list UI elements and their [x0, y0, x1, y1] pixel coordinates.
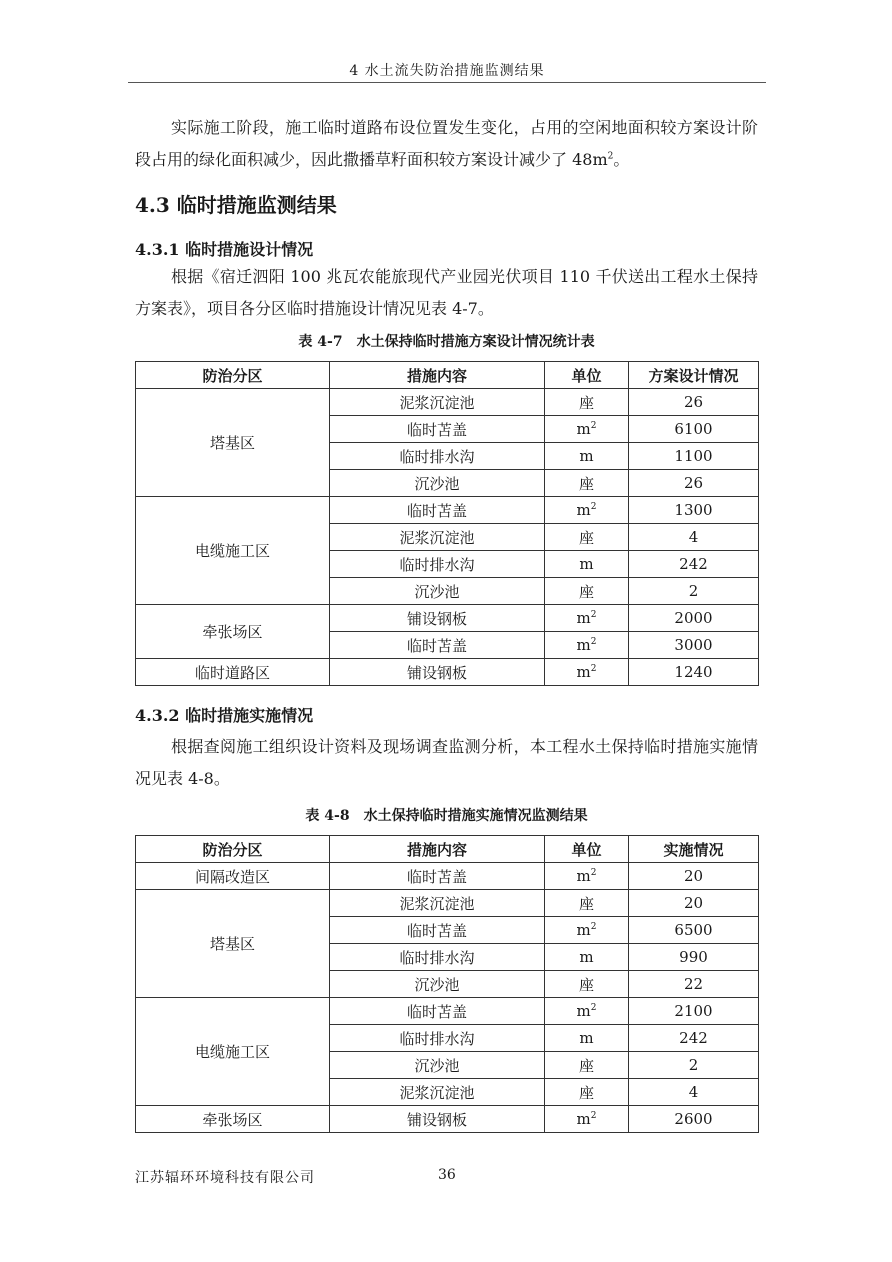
measure-cell: 临时苫盖 [330, 917, 545, 944]
intro-sup: 2 [607, 151, 614, 162]
unit-text: m [576, 420, 591, 438]
value-cell: 20 [629, 863, 759, 890]
zone-cell: 电缆施工区 [136, 998, 330, 1106]
value-cell: 4 [629, 524, 759, 551]
section-4-3-2-paragraph: 根据查阅施工组织设计资料及现场调查监测分析，本工程水土保持临时措施实施情况见表 4-8。 [135, 737, 758, 788]
unit-cell [545, 497, 629, 524]
measure-cell: 铺设钢板 [330, 659, 545, 686]
unit-text: m [576, 501, 591, 519]
value-cell: 1100 [629, 443, 759, 470]
page-header: 4 水土流失防治措施监测结果 [349, 63, 545, 79]
unit-sup: 2 [590, 664, 597, 674]
section-4-3-2-title: 4.3.2 临时措施实施情况 [135, 706, 314, 725]
table-row [136, 497, 759, 524]
value-cell: 1240 [629, 659, 759, 686]
value-cell: 990 [629, 944, 759, 971]
value-cell: 6100 [629, 416, 759, 443]
unit-text: 座 [578, 894, 594, 913]
table-row [136, 389, 759, 416]
header-unit: 单位 [545, 362, 629, 389]
value-cell: 4 [629, 1079, 759, 1106]
section-4-3-title: 4.3 临时措施监测结果 [135, 193, 337, 217]
table-4-8-caption: 表 4-8 水土保持临时措施实施情况监测结果 [305, 808, 588, 824]
table-4-7-body [136, 389, 759, 686]
unit-cell [545, 443, 629, 470]
unit-text: 座 [578, 528, 594, 547]
measure-cell: 铺设钢板 [330, 1106, 545, 1133]
unit-text: 座 [578, 582, 594, 601]
zone-cell: 临时道路区 [136, 659, 330, 686]
unit-text: m [576, 921, 591, 939]
measure-cell: 沉沙池 [330, 1052, 545, 1079]
table-4-7-caption: 表 4-7 水土保持临时措施方案设计情况统计表 [298, 334, 595, 350]
value-cell: 3000 [629, 632, 759, 659]
unit-sup: 2 [590, 637, 597, 647]
footer-company: 江苏辐环环境科技有限公司 [135, 1170, 315, 1186]
zone-cell: 牵张场区 [136, 605, 330, 659]
table-4-8 [135, 835, 759, 1133]
unit-sup: 2 [590, 1111, 597, 1121]
unit-cell [545, 659, 629, 686]
intro-text: 实际施工阶段，施工临时道路布设位置发生变化，占用的空闲地面积较方案设计阶段占用的绿化面积减少，因此撒播草籽面积较方案设计减少了 48m [135, 118, 758, 169]
table-header-row [136, 362, 759, 389]
unit-sup: 2 [590, 868, 597, 878]
measure-cell: 临时排水沟 [330, 551, 545, 578]
unit-cell [545, 605, 629, 632]
table-row [136, 998, 759, 1025]
unit-text: m [576, 609, 591, 627]
table-row [136, 863, 759, 890]
intro-paragraph [135, 112, 758, 176]
unit-cell [545, 551, 629, 578]
table-row [136, 659, 759, 686]
measure-cell: 泥浆沉淀池 [330, 1079, 545, 1106]
header-measure: 措施内容 [330, 836, 545, 863]
table-row [136, 1106, 759, 1133]
measure-cell: 临时苫盖 [330, 497, 545, 524]
unit-cell [545, 971, 629, 998]
unit-cell [545, 863, 629, 890]
unit-sup: 2 [590, 502, 597, 512]
unit-cell [545, 524, 629, 551]
value-cell: 2100 [629, 998, 759, 1025]
zone-cell: 塔基区 [136, 890, 330, 998]
unit-text: m [579, 447, 594, 465]
value-cell: 242 [629, 1025, 759, 1052]
unit-cell [545, 917, 629, 944]
unit-text: m [579, 948, 594, 966]
zone-cell: 电缆施工区 [136, 497, 330, 605]
measure-cell: 临时排水沟 [330, 443, 545, 470]
zone-cell: 塔基区 [136, 389, 330, 497]
value-cell: 2000 [629, 605, 759, 632]
unit-sup: 2 [590, 610, 597, 620]
unit-cell [545, 1079, 629, 1106]
header-value: 方案设计情况 [629, 362, 759, 389]
zone-cell: 牵张场区 [136, 1106, 330, 1133]
unit-text: m [579, 555, 594, 573]
table-4-8-body [136, 863, 759, 1133]
unit-cell [545, 1025, 629, 1052]
measure-cell: 泥浆沉淀池 [330, 890, 545, 917]
unit-text: m [576, 1002, 591, 1020]
unit-text: 座 [578, 474, 594, 493]
unit-text: m [579, 1029, 594, 1047]
header-rule [128, 82, 766, 83]
unit-cell [545, 890, 629, 917]
value-cell: 20 [629, 890, 759, 917]
measure-cell: 沉沙池 [330, 470, 545, 497]
unit-text: 座 [578, 393, 594, 412]
unit-cell [545, 944, 629, 971]
measure-cell: 泥浆沉淀池 [330, 524, 545, 551]
measure-cell: 临时苫盖 [330, 632, 545, 659]
section-4-3-1-title: 4.3.1 临时措施设计情况 [135, 240, 314, 259]
header-unit: 单位 [545, 836, 629, 863]
unit-cell [545, 470, 629, 497]
value-cell: 2 [629, 578, 759, 605]
value-cell: 1300 [629, 497, 759, 524]
unit-text: m [576, 636, 591, 654]
unit-text: 座 [578, 1056, 594, 1075]
measure-cell: 临时苫盖 [330, 416, 545, 443]
table-row [136, 890, 759, 917]
measure-cell: 临时排水沟 [330, 944, 545, 971]
unit-cell [545, 416, 629, 443]
unit-sup: 2 [590, 922, 597, 932]
value-cell: 22 [629, 971, 759, 998]
unit-cell [545, 998, 629, 1025]
section-4-3-1-paragraph: 根据《宿迁泗阳 100 兆瓦农能旅现代产业园光伏项目 110 千伏送出工程水土保持方案表》，项目各分区临时措施设计情况见表 4-7。 [135, 267, 758, 318]
header-measure: 措施内容 [330, 362, 545, 389]
unit-text: m [576, 867, 591, 885]
table-4-7 [135, 361, 759, 686]
header-value: 实施情况 [629, 836, 759, 863]
value-cell: 2 [629, 1052, 759, 1079]
measure-cell: 临时排水沟 [330, 1025, 545, 1052]
measure-cell: 铺设钢板 [330, 605, 545, 632]
header-zone: 防治分区 [136, 362, 330, 389]
measure-cell: 沉沙池 [330, 971, 545, 998]
intro-end: 。 [613, 150, 630, 169]
measure-cell: 临时苫盖 [330, 863, 545, 890]
value-cell: 26 [629, 389, 759, 416]
unit-cell [545, 1106, 629, 1133]
value-cell: 2600 [629, 1106, 759, 1133]
unit-sup: 2 [590, 1003, 597, 1013]
zone-cell: 间隔改造区 [136, 863, 330, 890]
measure-cell: 临时苫盖 [330, 998, 545, 1025]
unit-text: 座 [578, 975, 594, 994]
header-zone: 防治分区 [136, 836, 330, 863]
unit-text: 座 [578, 1083, 594, 1102]
unit-cell [545, 632, 629, 659]
table-header-row [136, 836, 759, 863]
unit-cell [545, 1052, 629, 1079]
unit-text: m [576, 663, 591, 681]
measure-cell: 沉沙池 [330, 578, 545, 605]
value-cell: 242 [629, 551, 759, 578]
measure-cell: 泥浆沉淀池 [330, 389, 545, 416]
page-number: 36 [438, 1167, 456, 1183]
value-cell: 26 [629, 470, 759, 497]
unit-sup: 2 [590, 421, 597, 431]
value-cell: 6500 [629, 917, 759, 944]
unit-cell [545, 389, 629, 416]
unit-cell [545, 578, 629, 605]
table-row [136, 605, 759, 632]
unit-text: m [576, 1110, 591, 1128]
